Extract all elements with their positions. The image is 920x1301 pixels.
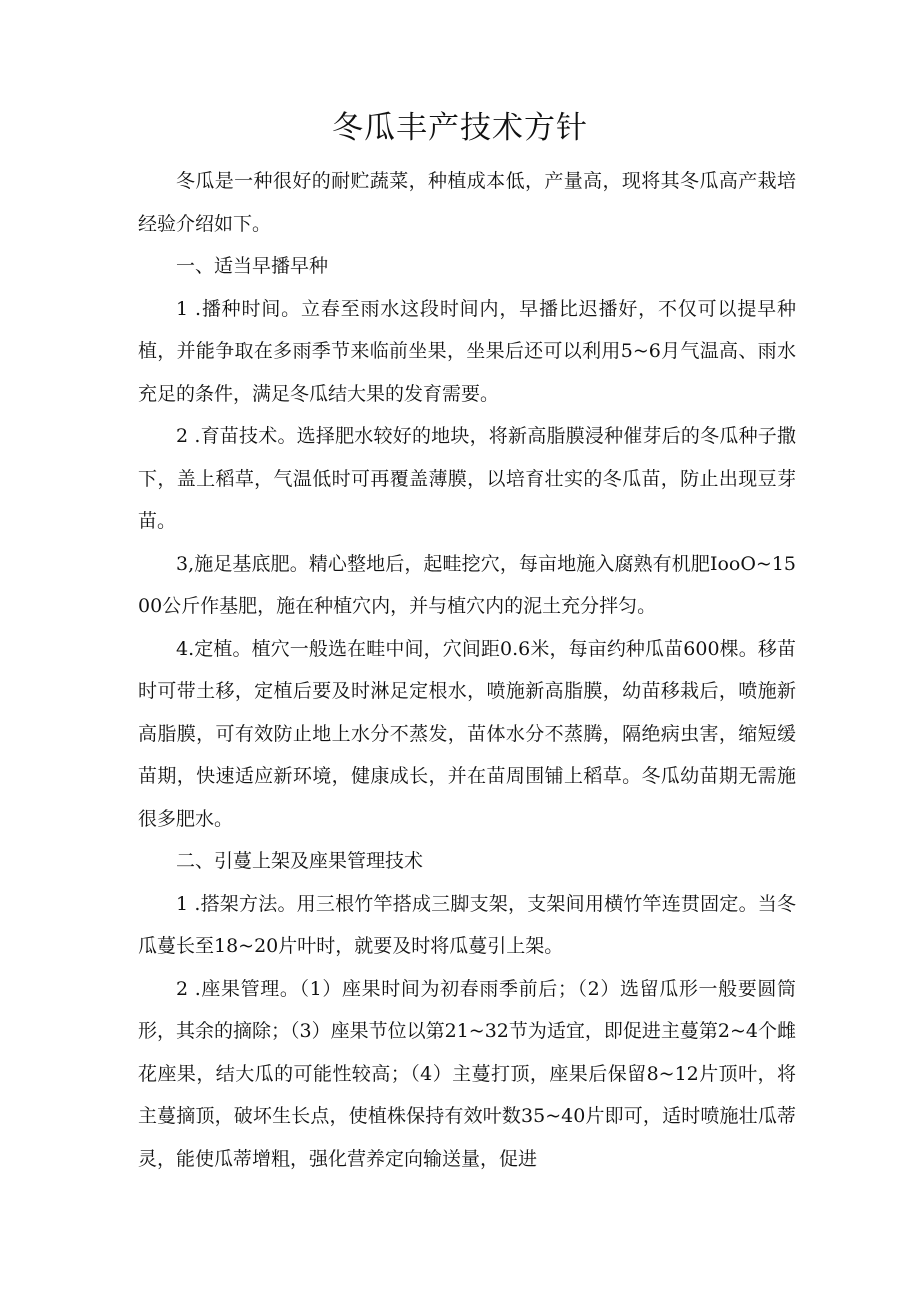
paragraph-trellis-method: 1 .搭架方法。用三根竹竿搭成三脚支架，支架间用横竹竿连贯固定。当冬瓜蔓长至18~20片叶时，就要及时将瓜蔓引上架。 [138, 892, 796, 957]
paragraph-base-fertilizer: 3,施足基底肥。精心整地后，起畦挖穴，每亩地施入腐熟有机肥IooO~1500公斤作基肥，施在种植穴内，并与植穴内的泥土充分拌匀。 [138, 552, 796, 617]
section-heading-vine-trellis: 二、引蔓上架及座果管理技术 [176, 850, 424, 872]
paragraph-fruit-setting: 2 .座果管理。（1）座果时间为初春雨季前后；（2）选留瓜形一般要圆筒形，其余的摘除；（3）座果节位以第21~32节为适宜，即促进主蔓第2~4个雌花座果，结大瓜的可能性较高；（4）主蔓打顶，座果后保留8~12片顶叶，将主蔓摘顶，破坏生长点，使植株保持有效叶数35~40片即可，适时喷施壮瓜蒂灵，能使瓜蒂增粗，强化营养定向输送量，促进 [138, 977, 796, 1170]
paragraph-seedling-technique: 2 .育苗技术。选择肥水较好的地块，将新高脂膜浸种催芽后的冬瓜种子撒下，盖上稻草，气温低时可再覆盖薄膜，以培育壮实的冬瓜苗，防止出现豆芽苗。 [138, 425, 796, 532]
document-body [138, 160, 796, 1180]
paragraph-planting: 4.定植。植穴一般选在畦中间，穴间距0.6米，每亩约种瓜苗600棵。移苗时可带土移，定植后要及时淋足定根水，喷施新高脂膜，幼苗移栽后，喷施新高脂膜，可有效防止地上水分不蒸发，苗体水分不蒸腾，隔绝病虫害，缩短缓苗期，快速适应新环境，健康成长，并在苗周围铺上稻草。冬瓜幼苗期无需施很多肥水。 [138, 637, 796, 830]
paragraph-sowing-time: 1 .播种时间。立春至雨水这段时间内，早播比迟播好，不仅可以提早种植，并能争取在多雨季节来临前坐果，坐果后还可以利用5~6月气温高、雨水充足的条件，满足冬瓜结大果的发育需要。 [138, 297, 796, 405]
intro-paragraph: 冬瓜是一种很好的耐贮蔬菜，种植成本低，产量高，现将其冬瓜高产栽培经验介绍如下。 [138, 170, 796, 235]
document-title: 冬瓜丰产技术方针 [332, 110, 588, 146]
section-heading-early-sowing: 一、适当早播早种 [176, 255, 329, 277]
